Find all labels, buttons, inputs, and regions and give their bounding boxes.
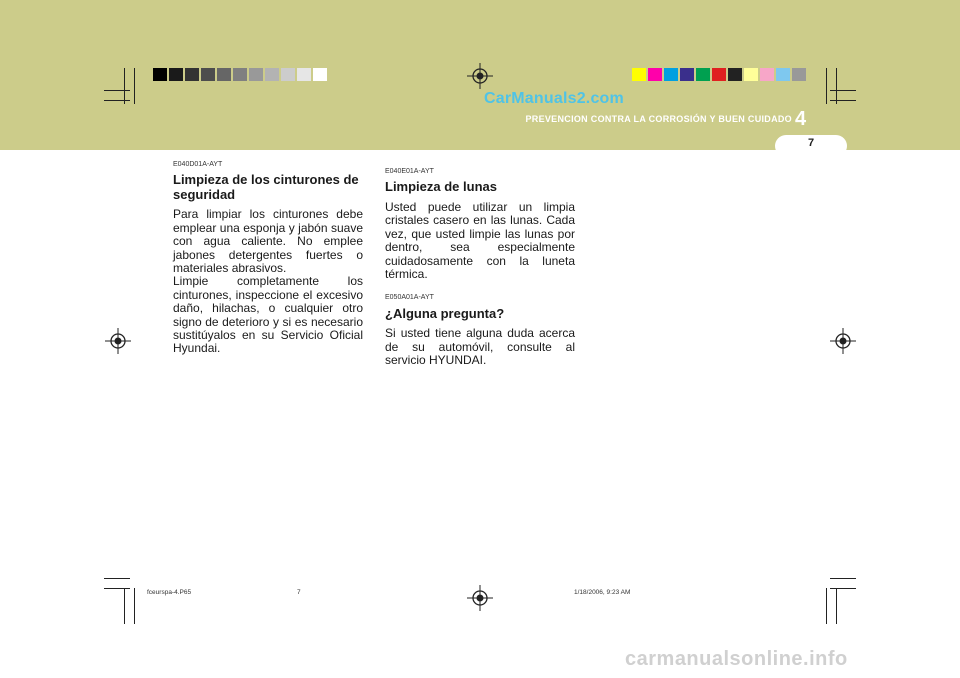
color-swatch [712, 68, 726, 81]
gray-swatch [281, 68, 295, 81]
color-swatch [696, 68, 710, 81]
gray-swatch [233, 68, 247, 81]
crop-mark [836, 68, 837, 104]
watermark-bottom: carmanualsonline.info [625, 648, 848, 670]
right-column [385, 165, 575, 367]
gray-swatch [313, 68, 327, 81]
crop-mark [104, 100, 130, 101]
crop-mark [104, 578, 130, 579]
section-code: E040E01A-AYT [385, 168, 434, 175]
crop-mark [830, 100, 856, 101]
crop-mark [104, 588, 130, 589]
footer-page: 7 [297, 589, 301, 596]
color-swatch [792, 68, 806, 81]
color-calibration-bar [632, 68, 808, 81]
body-paragraph: Si usted tiene alguna duda acerca de su automóvil, consulte al servicio HYUNDAI. [385, 326, 575, 368]
section-heading: ¿Alguna pregunta? [385, 305, 505, 321]
gray-swatch [265, 68, 279, 81]
footer-timestamp: 1/18/2006, 9:23 AM [574, 589, 631, 596]
body-paragraph: Usted puede utilizar un limpia cristales casero en las lunas. Cada vez, que usted limpie las lunas por dentro, sea especialmente cuidadosamente con la luneta térmica. [385, 199, 575, 281]
gray-swatch [217, 68, 231, 81]
crop-mark [134, 588, 135, 624]
gray-swatch [169, 68, 183, 81]
gray-calibration-bar [153, 68, 329, 81]
crop-mark [830, 578, 856, 579]
watermark-top: CarManuals2.com [484, 90, 624, 107]
left-column [173, 158, 363, 356]
color-swatch [760, 68, 774, 81]
registration-mark-icon [467, 585, 493, 611]
color-swatch [680, 68, 694, 81]
color-swatch [728, 68, 742, 81]
section-heading: Limpieza de lunas [385, 179, 497, 195]
color-swatch [744, 68, 758, 81]
registration-mark-icon [830, 328, 856, 354]
gray-swatch [153, 68, 167, 81]
page-number: 7 [807, 137, 815, 149]
crop-mark [104, 90, 130, 91]
section-code: E050A01A-AYT [385, 294, 434, 302]
color-swatch [632, 68, 646, 81]
gray-swatch [185, 68, 199, 81]
color-swatch [664, 68, 678, 81]
crop-mark [836, 588, 837, 624]
chapter-number: 4 [795, 108, 807, 130]
color-swatch [648, 68, 662, 81]
registration-mark-icon [467, 63, 493, 89]
body-paragraph: Para limpiar los cinturones debe emplear una esponja y jabón suave con agua caliente. No emplee jabones detergentes fuertes o materiales abrasivos. [173, 207, 363, 276]
crop-mark [830, 90, 856, 91]
gray-swatch [249, 68, 263, 81]
registration-mark-icon [105, 328, 131, 354]
crop-mark [826, 68, 827, 104]
body-paragraph: Limpie completamente los cinturones, inspeccione el excesivo daño, hilachas, o cualquier otro signo de deterioro y si es necesario sustitúyalos en su Servicio Oficial Hyundai. [173, 274, 363, 356]
crop-mark [826, 588, 827, 624]
footer-filename: fceurspa-4.P65 [147, 589, 192, 596]
gray-swatch [297, 68, 311, 81]
color-swatch [776, 68, 790, 81]
gray-swatch [201, 68, 215, 81]
section-code: E040D01A-AYT [173, 161, 223, 168]
section-heading: Limpieza de los cinturones de seguridad [173, 172, 359, 202]
crop-mark [124, 68, 125, 104]
chapter-title: PREVENCION CONTRA LA CORROSIÓN Y BUEN CUIDADO [525, 114, 792, 124]
crop-mark [830, 588, 856, 589]
crop-mark [124, 588, 125, 624]
crop-mark [134, 68, 135, 104]
